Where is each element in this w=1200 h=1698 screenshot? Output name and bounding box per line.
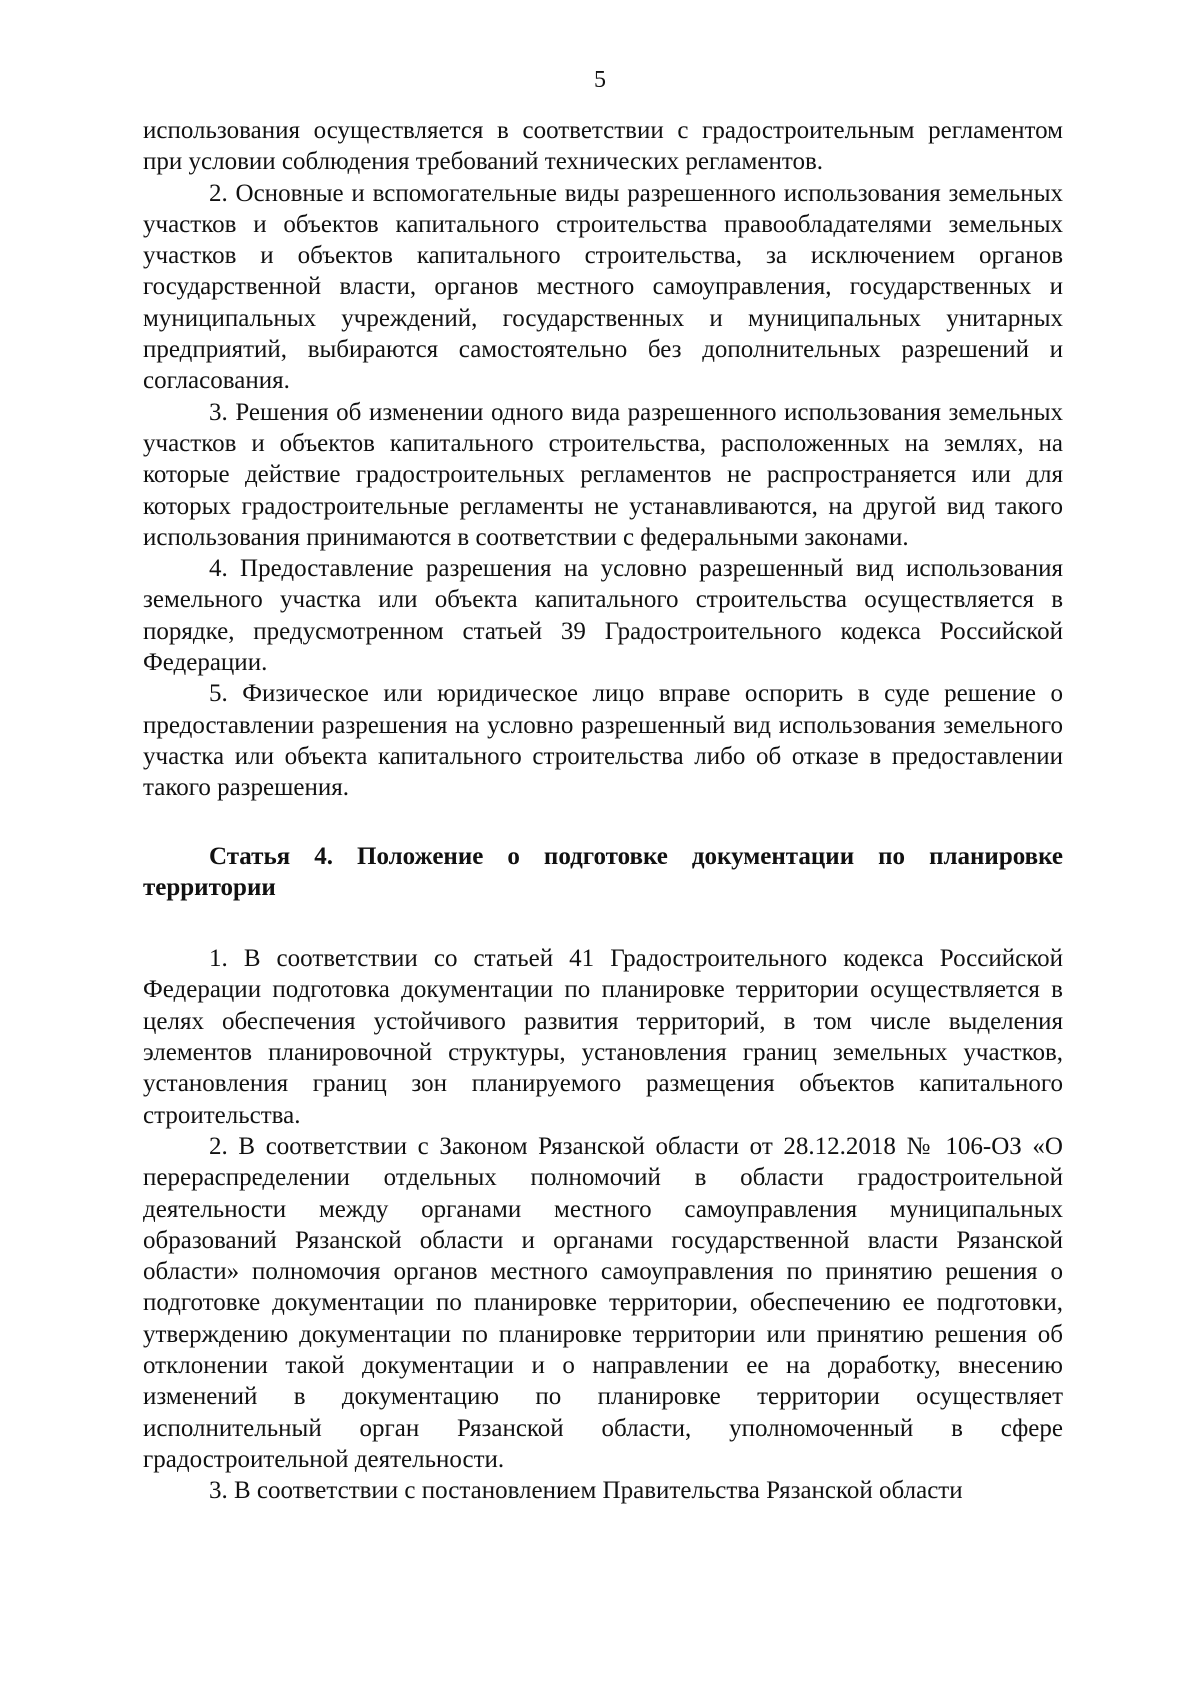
paragraph-item-2: 2. Основные и вспомогательные виды разрешенного использования земельных участков и объектов капитального строительства правообладателями земельных участков и объектов капитального строительства, за исключением органов государственной власти, органов местного самоуправления, государственных и муниципальных учреждений, государственных и муниципальных унитарных предприятий, выбираются самостоятельно без дополнительных разрешений и согласования. [143,179,1063,395]
paragraph-item-5: 5. Физическое или юридическое лицо вправе оспорить в суде решение о предоставлении разрешения на условно разрешенный вид использования земельного участка или объекта капитального строительства либо об отказе в предоставлении такого разрешения. [143,680,1063,802]
paragraph-item-4: 4. Предоставление разрешения на условно разрешенный вид использования земельного участка или объекта капитального строительства осуществляется в порядке, предусмотренном статьей 39 Градостроительного кодекса Российской Федерации. [143,555,1063,677]
page-body [143,115,1063,1506]
paragraph-item-3: 3. Решения об изменении одного вида разрешенного использования земельных участков и объектов капитального строительства, расположенных на землях, на которые действие градостроительных регламентов не распространяется или для которых градостроительные регламенты не устанавливаются, на другой вид такого использования принимаются в соответствии с федеральными законами. [143,398,1063,551]
article-heading: Статья 4. Положение о подготовке документации по планировке территории [143,842,1063,901]
article-paragraph-item-3: 3. В соответствии с постановлением Правительства Рязанской области [209,1477,963,1505]
paragraph-continuation: использования осуществляется в соответствии с градостроительным регламентом при условии соблюдения требований технических регламентов. [143,117,1063,176]
article-paragraph-item-2: 2. В соответствии с Законом Рязанской области от 28.12.2018 № 106-ОЗ «О перераспределении отдельных полномочий в области градостроительной деятельности между органами местного самоуправления муниципальных образований Рязанской области и органами государственной власти Рязанской области» полномочия органов местного самоуправления по принятию решения о подготовке документации по планировке территории, обеспечению ее подготовки, утверждению документации по планировке территории или принятию решения об отклонении такой документации и о направлении ее на доработку, внесению изменений в документацию по планировке территории осуществляет исполнительный орган Рязанской области, уполномоченный в сфере градостроительной деятельности. [143,1132,1063,1473]
article-paragraph-item-1: 1. В соответствии со статьей 41 Градостроительного кодекса Российской Федерации подготовка документации по планировке территории осуществляется в целях обеспечения устойчивого развития территорий, в том числе выделения элементов планировочной структуры, установления границ земельных участков, установления границ зон планируемого размещения объектов капитального строительства. [143,945,1063,1129]
page-number: 5 [594,67,606,93]
